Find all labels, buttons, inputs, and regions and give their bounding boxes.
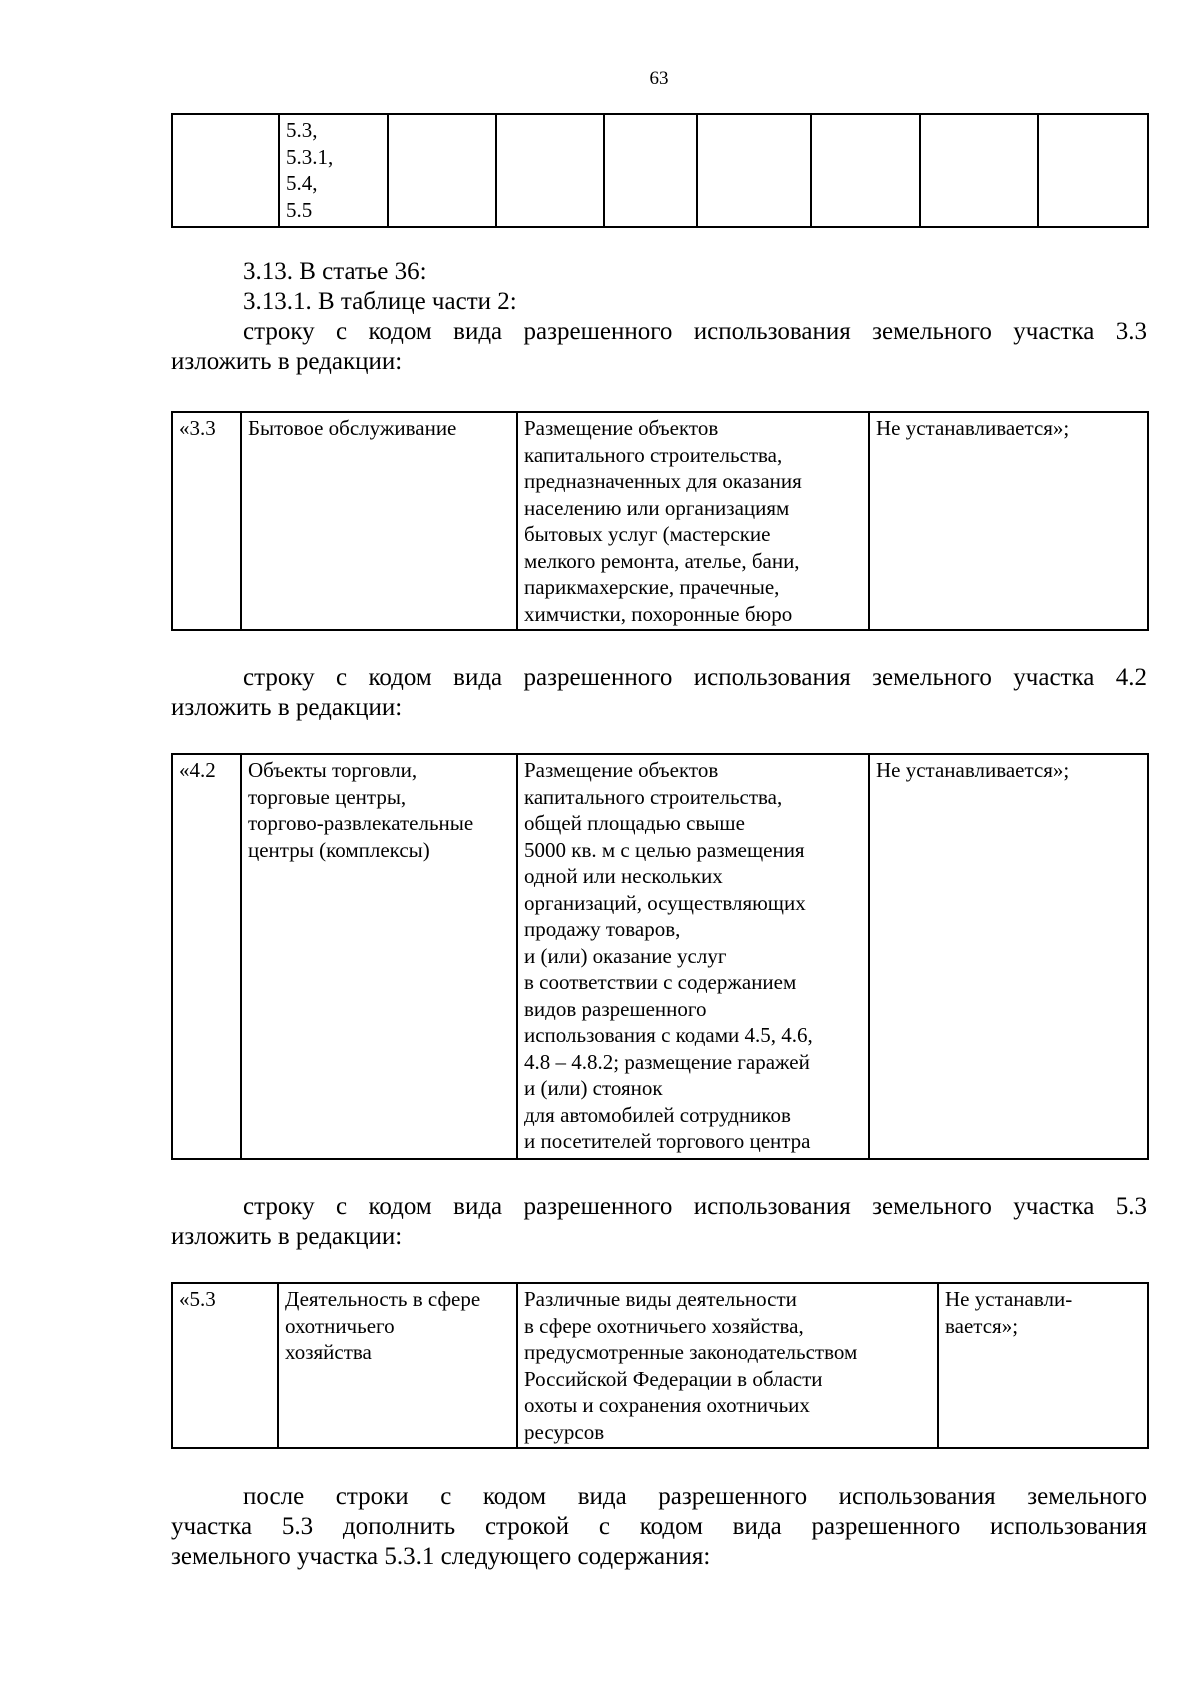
paragraph-line: изложить в редакции: — [171, 1223, 403, 1250]
table-cell-codes: 5.3, 5.3.1, 5.4, 5.5 — [279, 114, 388, 227]
continuation-table — [171, 113, 1149, 228]
paragraph-line: строку с кодом вида разрешенного использования земельного участка 3.3 — [243, 318, 1147, 345]
table-5-3 — [171, 1282, 1149, 1449]
paragraph-line: изложить в редакции: — [171, 348, 403, 375]
table-row — [172, 1283, 1148, 1448]
table-cell — [496, 114, 604, 227]
table-cell — [172, 114, 279, 227]
table-cell — [697, 114, 811, 227]
table-cell-name: Деятельность в сфере охотничьего хозяйства — [278, 1283, 517, 1448]
table-cell-parameters: Не устанавли- вается»; — [938, 1283, 1148, 1448]
heading-table-part-2: 3.13.1. В таблице части 2: — [243, 288, 517, 315]
table-cell — [920, 114, 1038, 227]
paragraph-line: после строки с кодом вида разрешенного использования земельного — [243, 1483, 1147, 1510]
paragraph-3-3 — [171, 317, 1147, 377]
table-cell-code: «3.3 — [172, 412, 241, 630]
paragraph-5-3-1 — [171, 1482, 1147, 1572]
table-cell-parameters: Не устанавливается»; — [869, 754, 1148, 1159]
paragraph-line: строку с кодом вида разрешенного использования земельного участка 5.3 — [243, 1193, 1147, 1220]
heading-article-36: 3.13. В статье 36: — [243, 258, 427, 285]
table-cell — [811, 114, 920, 227]
table-3-3 — [171, 411, 1149, 631]
page-number: 63 — [649, 68, 669, 89]
table-row — [172, 412, 1148, 630]
table-cell-description: Размещение объектов капитального строительства, общей площадью свыше 5000 кв. м с целью размещения одной или нескольких организаций, осуществляющих продажу товаров, и (или) оказание услуг в соответствии с содержанием видов разрешенного использования с кодами 4.5, 4.6, 4.8 – 4.8.2; размещение гаражей и (или) стоянок для автомобилей сотрудников и посетителей торгового центра — [517, 754, 869, 1159]
paragraph-line: изложить в редакции: — [171, 694, 403, 721]
paragraph-4-2 — [171, 663, 1147, 723]
paragraph-line: участка 5.3 дополнить строкой с кодом вида разрешенного использования — [171, 1513, 1147, 1540]
paragraph-5-3 — [171, 1192, 1147, 1252]
paragraph-line: строку с кодом вида разрешенного использования земельного участка 4.2 — [243, 664, 1147, 691]
table-cell — [1038, 114, 1148, 227]
table-cell-parameters: Не устанавливается»; — [869, 412, 1148, 630]
table-cell-name: Объекты торговли, торговые центры, торгово-развлекательные центры (комплексы) — [241, 754, 517, 1159]
table-row — [172, 114, 1148, 227]
table-cell-description: Размещение объектов капитального строительства, предназначенных для оказания населению или организациям бытовых услуг (мастерские мелкого ремонта, ателье, бани, парикмахерские, прачечные, химчистки, похоронные бюро — [517, 412, 869, 630]
table-cell-name: Бытовое обслуживание — [241, 412, 517, 630]
table-cell — [388, 114, 496, 227]
table-cell-code: «4.2 — [172, 754, 241, 1159]
table-row — [172, 754, 1148, 1159]
table-cell — [604, 114, 697, 227]
table-4-2 — [171, 753, 1149, 1160]
table-cell-description: Различные виды деятельности в сфере охотничьего хозяйства, предусмотренные законодательством Российской Федерации в области охоты и сохранения охотничьих ресурсов — [517, 1283, 938, 1448]
paragraph-line: земельного участка 5.3.1 следующего содержания: — [171, 1543, 711, 1570]
table-cell-code: «5.3 — [172, 1283, 278, 1448]
